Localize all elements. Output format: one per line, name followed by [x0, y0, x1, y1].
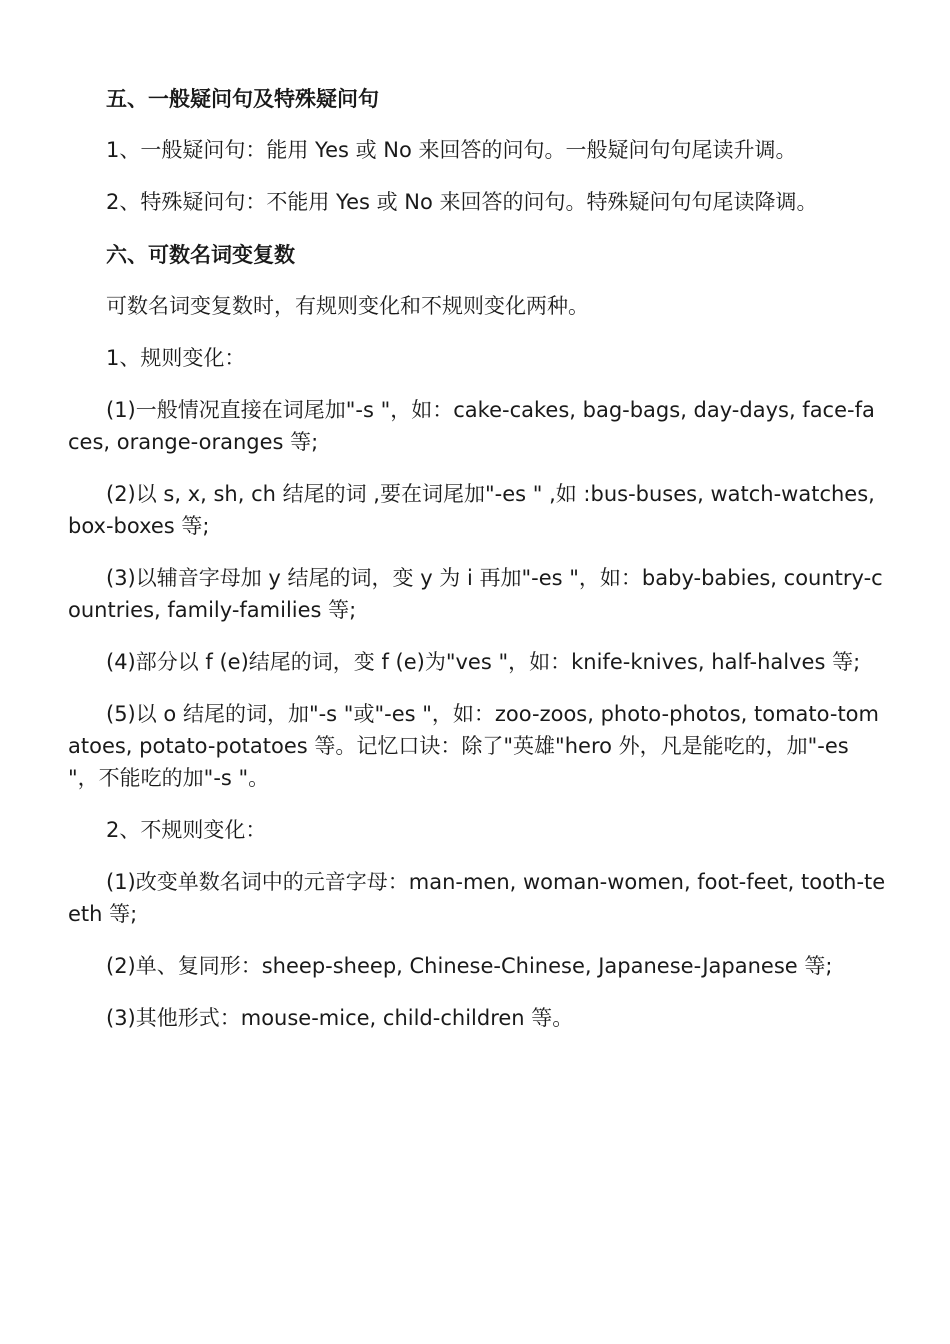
paragraph: (4)部分以 f (e)结尾的词，变 f (e)为"ves "，如：knife-knives, half-halves 等; [106, 650, 861, 674]
section-heading: 六、可数名词变复数 [106, 243, 295, 267]
paragraph: 1、规则变化： [106, 346, 246, 370]
section-plural-nouns [68, 238, 886, 1034]
paragraph: 可数名词变复数时，有规则变化和不规则变化两种。 [106, 294, 589, 318]
paragraph: 2、特殊疑问句：不能用 Yes 或 No 来回答的问句。特殊疑问句句尾读降调。 [106, 190, 818, 214]
paragraph: (1)一般情况直接在词尾加"-s "，如：cake-cakes, bag-bags, day-days, face-faces, orange-oranges 等; [68, 398, 875, 454]
paragraph: (5)以 o 结尾的词，加"-s "或"-es "，如：zoo-zoos, photo-photos, tomato-tomatoes, potato-potatoes 等。记忆口诀：除了"英雄"hero 外，凡是能吃的，加"-es "，不能吃的加"-s "。 [68, 702, 879, 790]
document-page [68, 82, 886, 1054]
paragraph: (2)以 s, x, sh, ch 结尾的词 ,要在词尾加"-es " ,如 :bus-buses, watch-watches, box-boxes 等; [68, 482, 875, 538]
paragraph: (3)以辅音字母加 y 结尾的词，变 y 为 i 再加"-es "，如：baby-babies, country-countries, family-families 等; [68, 566, 883, 622]
section-questions [68, 82, 886, 218]
paragraph: 2、不规则变化： [106, 818, 267, 842]
paragraph: (2)单、复同形：sheep-sheep, Chinese-Chinese, Japanese-Japanese 等; [106, 954, 833, 978]
paragraph: (3)其他形式：mouse-mice, child-children 等。 [106, 1006, 574, 1030]
section-heading: 五、一般疑问句及特殊疑问句 [106, 87, 379, 111]
paragraph: 1、一般疑问句：能用 Yes 或 No 来回答的问句。一般疑问句句尾读升调。 [106, 138, 797, 162]
paragraph: (1)改变单数名词中的元音字母：man-men, woman-women, foot-feet, tooth-teeth 等; [68, 870, 886, 926]
